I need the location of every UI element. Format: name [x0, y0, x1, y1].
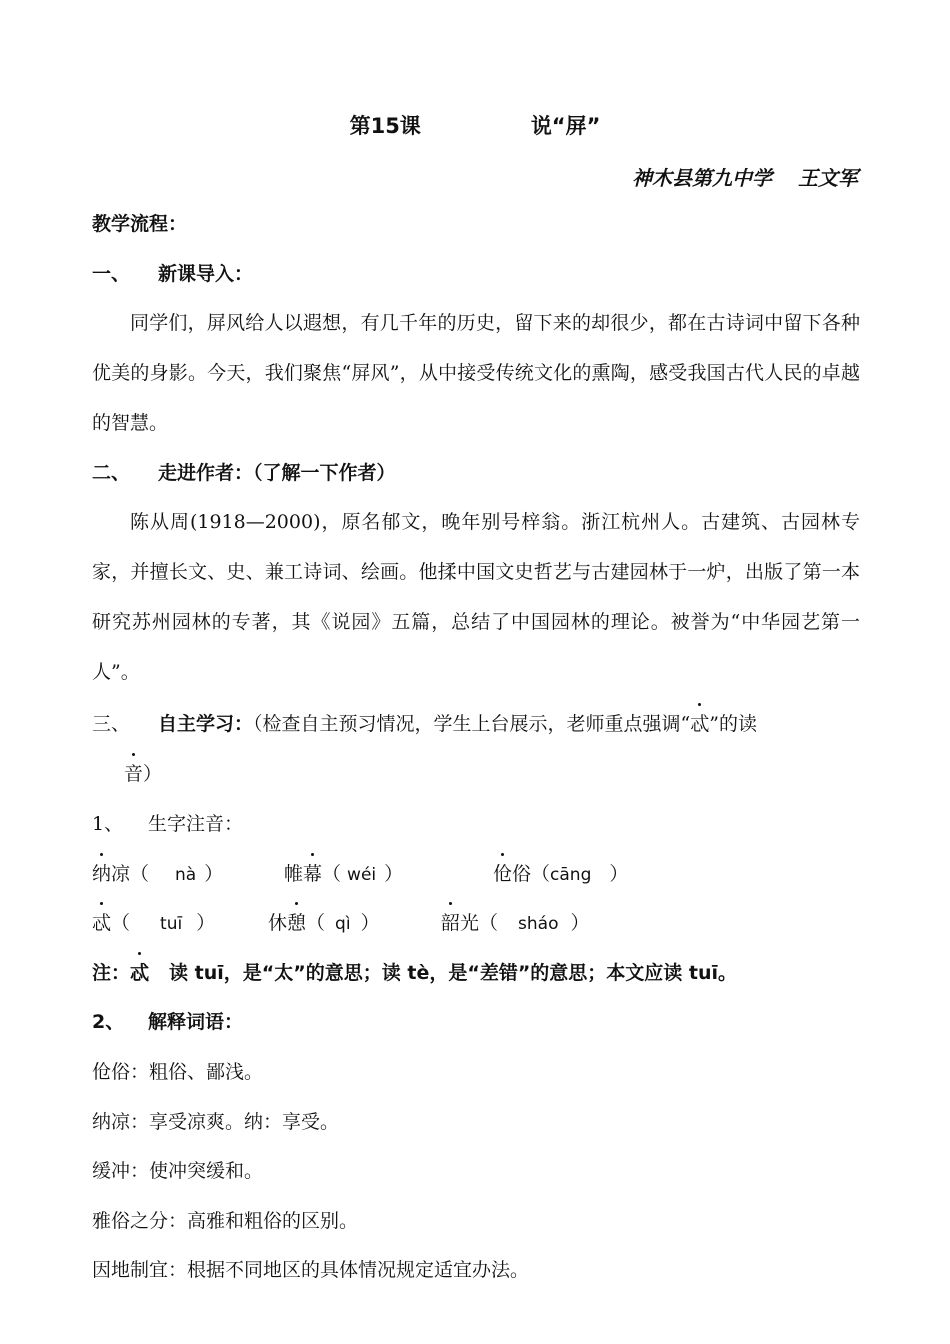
word-pinyin: sháo	[518, 914, 559, 934]
word-pinyin: nà	[175, 865, 197, 885]
word-close: ）	[204, 863, 224, 885]
word-rest: （	[306, 912, 326, 934]
word-dotted-char: 幕	[303, 863, 323, 885]
section-3-heading	[92, 712, 860, 736]
word-pinyin: tuī	[160, 914, 183, 934]
definition-item: 纳凉：享受凉爽。纳：享受。	[92, 1111, 340, 1133]
section-3-note-end: ”的读	[709, 713, 757, 735]
word-close: ）	[570, 912, 590, 934]
definition-item: 伧俗：粗俗、鄙浅。	[92, 1061, 264, 1083]
word-rest: （	[111, 912, 131, 934]
section-2-heading	[92, 461, 860, 485]
section-3-cont-close: ）	[143, 763, 163, 785]
section-3-heading-cont	[124, 762, 860, 786]
word-item	[284, 862, 403, 887]
sub-1-number: 1、	[92, 813, 124, 835]
word-rest: 俗（	[512, 863, 551, 885]
section-2-number: 二、	[92, 462, 131, 484]
definition-item: 雅俗之分：高雅和粗俗的区别。	[92, 1210, 359, 1232]
word-close: ）	[360, 912, 380, 934]
word-item	[92, 862, 223, 887]
note-char: 忒	[130, 962, 150, 984]
sub-1-heading	[92, 812, 860, 836]
word-close: ）	[196, 912, 216, 934]
section-1-title: 新课导入：	[158, 263, 254, 285]
section-2-title: 走进作者：（了解一下作者）	[158, 462, 396, 484]
word-pre: 休	[268, 912, 288, 934]
word-close: ）	[384, 863, 404, 885]
section-1-text: 同学们，屏风给人以遐想，有几千年的历史，留下来的却很少，都在古诗词中留下各种优美的身影。今天，我们聚焦“屏风”，从中接受传统文化的熏陶，感受我国古代人民的卓越的智慧。	[92, 312, 860, 434]
word-item	[268, 911, 380, 936]
word-rest: 凉（	[111, 863, 150, 885]
word-pinyin: wéi	[347, 865, 377, 885]
word-dotted-char: 纳	[92, 863, 112, 885]
word-pre: 帷	[284, 863, 304, 885]
pronunciation-note	[92, 961, 860, 985]
section-2-text: 陈从周(1918—2000)，原名郁文，晚年别号梓翁。浙江杭州人。古建筑、古园林专家，并擅长文、史、兼工诗词、绘画。他揉中国文史哲艺与古建园林于一炉，出版了第一本研究苏州园林的专著，其《说园》五篇，总结了中国园林的理论。被誉为“中华园艺第一人”。	[92, 511, 860, 683]
section-1-heading	[92, 262, 860, 286]
note-label: 注：	[92, 962, 131, 984]
word-item	[92, 911, 215, 936]
school-name: 神木县第九中学	[632, 166, 772, 190]
sub-2-title: 解释词语：	[148, 1011, 244, 1033]
section-3-title: 自主学习：	[158, 713, 254, 735]
word-item	[493, 862, 628, 887]
section-3-key-char: 忒	[690, 713, 710, 735]
sub-1-title: 生字注音：	[148, 813, 244, 835]
flow-heading: 教学流程：	[92, 213, 188, 235]
word-rest: （	[322, 863, 342, 885]
word-pinyin: cāng	[550, 865, 592, 885]
word-dotted-char: 忒	[92, 912, 112, 934]
definition-item: 因地制宜：根据不同地区的具体情况规定适宜办法。	[92, 1259, 530, 1281]
note-text: 读 tuī，是“太”的意思；读 tè，是“差错”的意思；本文应读 tuī。	[169, 962, 738, 984]
lesson-title	[0, 110, 950, 140]
word-item	[441, 911, 590, 936]
section-3-note: （检查自主预习情况，学生上台展示，老师重点强调“	[253, 713, 691, 735]
lesson-number: 第15课	[349, 114, 421, 138]
sub-2-heading	[92, 1010, 860, 1034]
word-dotted-char: 伧	[493, 863, 513, 885]
author-line	[632, 162, 858, 191]
word-pinyin: qì	[335, 914, 351, 934]
word-close: ）	[609, 863, 629, 885]
word-dotted-char: 韶	[441, 912, 461, 934]
section-3-cont-char: 音	[124, 763, 144, 785]
lesson-name: 说“屏”	[530, 114, 601, 138]
sub-2-number: 2、	[92, 1011, 125, 1033]
word-dotted-char: 憩	[287, 912, 307, 934]
teacher-name: 王文军	[798, 166, 858, 190]
section-1-number: 一、	[92, 263, 131, 285]
word-rest: 光（	[460, 912, 499, 934]
section-3-number: 三、	[92, 713, 131, 735]
definition-item: 缓冲：使冲突缓和。	[92, 1160, 264, 1182]
